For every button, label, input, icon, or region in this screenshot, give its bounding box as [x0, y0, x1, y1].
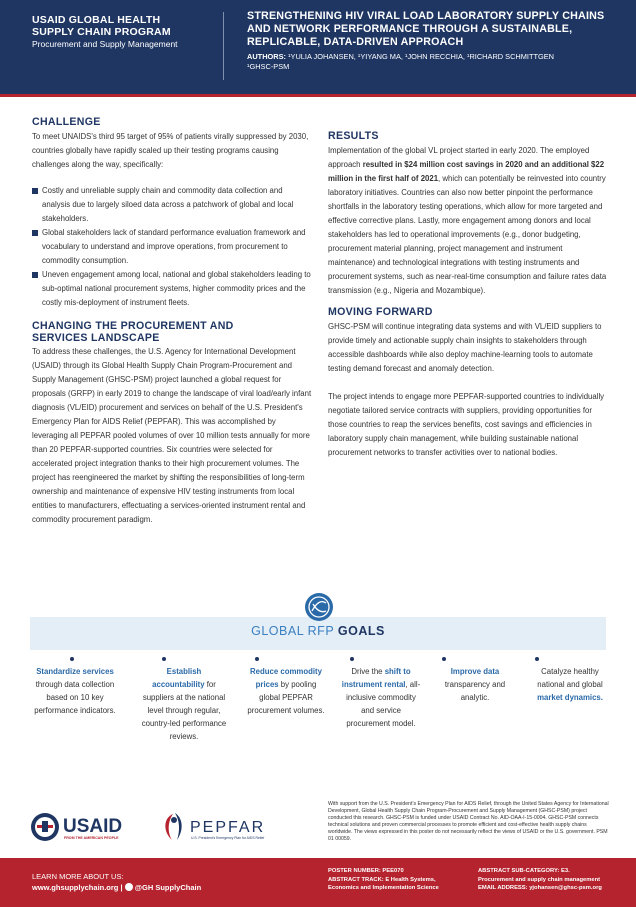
moving-body-2: The project intends to engage more PEPFAR-supported countries to individually negotiate tailored service contracts with suppliers, providing opportunities for those countries to reap the services benefits, cost savings and efficiencies in laboratory supply chain management, while building sustainable national procurement networks to transfer activities over to national bodies. [328, 392, 605, 457]
goal-dot [350, 657, 354, 661]
goal-instrument-rental [341, 665, 421, 730]
footer-links [32, 882, 201, 893]
goals-title [0, 624, 636, 638]
list-item: Uneven engagement among local, national and global stakeholders leading to sub-optimal national procurement systems, higher commodity prices and the costly mis-deployment of instrument fleets. [32, 268, 312, 310]
goal-standardize [28, 665, 122, 717]
moving-heading: MOVING FORWARD [328, 306, 433, 318]
funding-disclaimer: With support from the U.S. President's Emergency Plan for AIDS Relief, through the United States Agency for International Development, Global Health Supply Chain Program-Procurement and Supply Management (GHSC-PSM) project conducted this research. GHSC-PSM is funded under USAID Contract No. AID-OAA-I-15-0004. GHSC-PSM connects technical solutions and proven commercial processes to promote efficient and cost-effective health supply chains worldwide. The views expressed in this poster do not necessarily reflect the views of USAID or the U.S. government. PSM 01 00059. [328, 801, 609, 842]
program-subtitle: Procurement and Supply Management [32, 39, 178, 49]
results-heading: RESULTS [328, 130, 379, 142]
goals-title-bold: GOALS [337, 624, 385, 638]
list-item: Costly and unreliable supply chain and commodity data collection and analysis due to largely siloed data across a patchwork of global and local stakeholders. [32, 184, 312, 226]
logo-row [30, 800, 310, 850]
results-body [328, 144, 610, 298]
goal-improve-data [438, 665, 512, 704]
footer-contact [32, 871, 201, 893]
goal-text: transparency and analytic. [444, 680, 506, 702]
usaid-tagline: FROM THE AMERICAN PEOPLE [64, 836, 119, 840]
abstract-track-line2: Economics and Implementation Science [328, 885, 439, 891]
program-name-line2: SUPPLY CHAIN PROGRAM [32, 26, 171, 38]
pepfar-tagline: U.S. President's Emergency Plan for AIDS Relief [191, 836, 265, 840]
header-accent-line [0, 94, 636, 97]
challenge-intro: To meet UNAIDS's third 95 target of 95% of patients virally suppressed by 2030, countries globally have rapidly scaled up their testing programs causing challenges along the way, specifically: [32, 132, 309, 169]
goal-text-pre: Catalyze healthy national and global [537, 667, 603, 689]
poster-number: POSTER NUMBER: PEE070 [328, 868, 404, 874]
goal-text: for suppliers at the national level through regular, country-led performance reviews. [141, 680, 227, 741]
usaid-wordmark: USAID [63, 816, 123, 837]
affiliation: ¹GHSC-PSM [247, 62, 290, 71]
goal-text-pre: Drive the [351, 667, 385, 676]
poster-title: STRENGTHENING HIV VIRAL LOAD LABORATORY SUPPLY CHAINS AND NETWORK PERFORMANCE THROUGH A SUSTAINABLE, REPLICABLE, DATA-DRIVEN APPROACH [247, 10, 605, 48]
twitter-icon [125, 883, 133, 891]
goal-dot [162, 657, 166, 661]
poster-footer [0, 858, 636, 907]
goals-dots [30, 657, 606, 661]
authors-label: AUTHORS: [247, 52, 287, 61]
list-item: Global stakeholders lack of standard performance evaluation framework and vocabulary to understand and improve operations, from procurement to commodity consumption. [32, 226, 312, 268]
footer-poster-info [328, 867, 478, 893]
changing-body: To address these challenges, the U.S. Agency for International Development (USAID) through its Global Health Supply Chain Program-Procurement and Supply Management (GHSC-PSM) project launched a global request for proposals (GRFP) in early 2019 to change the landscape of viral load/early infant diagnosis (VL/EID) procurement and services on behalf of the U.S. President's Emergency Plan for AIDS Relief (PEPFAR). This was accomplished by leveraging all PEPFAR pooled volumes of over 10 million tests annually for more than 20 PEPFAR-supported countries. Six countries were selected for accelerated project integration thanks to their high procurement volumes. The project has reengineered the market by shifting the responsibilities of long-term ownership and maintenance of expensive HIV testing instruments from local entities to manufacturers, effectuating a services-oriented instrument rental and commodity procurement paradigm. [32, 347, 312, 524]
changing-heading-line2: SERVICES LANDSCAPE [32, 332, 160, 344]
goal-highlight: market dynamics. [537, 693, 603, 702]
goal-dot [70, 657, 74, 661]
right-column [328, 130, 610, 460]
goal-dot [255, 657, 259, 661]
email-address[interactable]: EMAIL ADDRESS: yjohansen@ghsc-psm.org [478, 885, 602, 891]
goal-text: by pooling global PEPFAR procurement volumes. [247, 680, 325, 715]
results-text-2: , which can potentially be reinvested into country laboratory initiatives. Countries can also now better pinpoint the performance shortfalls in the laboratory testing operations, which allow for more targeted and effective corrective plans. Lastly, more engagement among donors and local stakeholders has led to operational improvements (e.g., donor budgeting, procurement material planning, project management and instrument maintenance) and technological integrations with testing instruments and procurement systems, such as near-real-time consumption and failure rates data transmission (e.g., Nigeria and Mozambique). [328, 174, 607, 295]
goal-text: through data collection based on 10 key performance indicators. [34, 680, 116, 715]
subcategory-line2: Procurement and supply chain management [478, 876, 601, 883]
program-block [32, 14, 212, 50]
subcategory-line1: ABSTRACT SUB-CATEGORY: E3. [478, 868, 570, 874]
link-separator: | [118, 883, 125, 892]
abstract-track-line1: ABSTRACT TRACK: E Health Systems, [328, 876, 436, 883]
pepfar-logo [165, 813, 265, 840]
learn-more-label: LEARN MORE ABOUT US: [32, 872, 124, 881]
logos [30, 800, 310, 850]
authors-names: ¹YULIA JOHANSEN, ¹YIYANG MA, ¹JOHN RECCHIA, ¹RICHARD SCHMITTGEN [288, 52, 555, 61]
goal-highlight: Standardize services [36, 667, 114, 676]
goals-title-plain: GLOBAL RFP [251, 624, 338, 638]
goal-reduce-prices [247, 665, 325, 717]
goal-highlight: Establish accountability [152, 667, 205, 689]
pepfar-wordmark: PEPFAR [190, 819, 266, 836]
goal-accountability [140, 665, 228, 743]
authors [247, 52, 617, 72]
globe-icon [304, 592, 334, 622]
challenge-list [32, 184, 312, 310]
poster-header [0, 0, 636, 94]
left-column [32, 116, 312, 527]
usaid-logo [31, 813, 122, 841]
goal-highlight: shift to instrument rental [341, 667, 411, 689]
goal-highlight: Improve data [450, 667, 500, 676]
moving-body-1: GHSC-PSM will continue integrating data systems and with VL/EID suppliers to provide timely and actionable supply chain insights to stakeholders through accessible dashboards while also deploy machine-learning tools to automate testing demand forecast and anomaly detection. [328, 322, 602, 373]
goal-highlight: Reduce commodity prices [250, 667, 322, 689]
website-link[interactable]: www.ghsupplychain.org [32, 883, 119, 892]
twitter-link[interactable]: @GH SupplyChain [134, 883, 202, 892]
goal-dot [535, 657, 539, 661]
changing-heading [32, 320, 312, 344]
challenge-heading: CHALLENGE [32, 116, 101, 128]
goal-market-dynamics [533, 665, 607, 704]
changing-heading-line1: CHANGING THE PROCUREMENT AND [32, 320, 234, 332]
goal-text: , all-inclusive commodity and service procurement model. [346, 680, 421, 728]
program-name-line1: USAID GLOBAL HEALTH [32, 14, 161, 26]
header-divider [223, 12, 224, 80]
goal-dot [442, 657, 446, 661]
results-highlight: resulted in $24 million cost savings in 2020 and an additional $22 million in the first half of 2021 [328, 160, 605, 183]
results-text-1: Implementation of the global VL project started in early 2020. The employed approach [328, 146, 590, 169]
title-block [247, 10, 617, 72]
footer-abstract-info [478, 867, 628, 893]
